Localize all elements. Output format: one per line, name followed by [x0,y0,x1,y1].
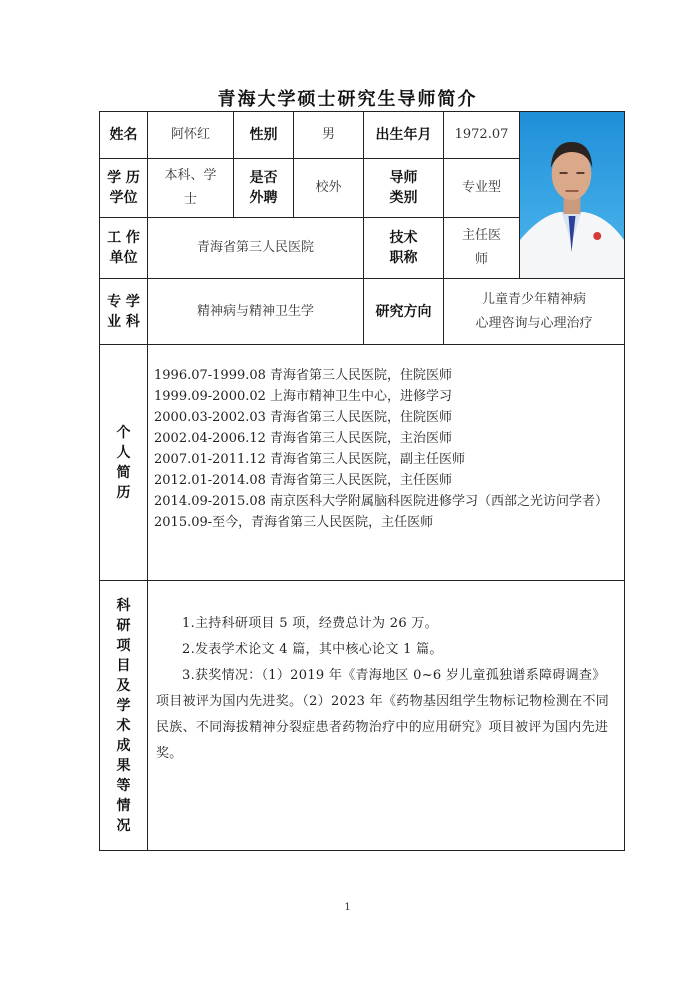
gender-value: 男 [294,112,364,159]
research-item: 2.发表学术论文 4 篇，其中核心论文 1 篇。 [182,642,443,657]
resume-line: 2012.01-2014.08 青海省第三人民医院，主任医师 [154,473,453,488]
research-direction-value: 儿童青少年精神病 心理咨询与心理治疗 [444,279,625,345]
research-label: 科 研 项 目 及 学 术 成 果 等 情 况 [100,581,148,851]
resume-line: 2014.09-2015.08 南京医科大学附属脑科医院进修学习（西部之光访问学者） [154,494,609,509]
name-label: 姓名 [100,112,148,159]
portrait-photo [520,112,624,278]
resume-line: 1999.09-2000.02 上海市精神卫生中心，进修学习 [154,389,453,404]
photo-cell [520,112,625,279]
birth-label: 出生年月 [364,112,444,159]
specialty-value: 精神病与精神卫生学 [148,279,364,345]
workplace-value: 青海省第三人民医院 [148,218,364,279]
resume-label: 个 人 简 历 [100,345,148,581]
supervisor-type-value: 专业型 [444,159,520,218]
resume-line: 2007.01-2011.12 青海省第三人民医院，副主任医师 [154,452,466,467]
education-value: 本科、学 士 [148,159,234,218]
research-content [148,581,625,851]
external-value: 校外 [294,159,364,218]
specialty-label: 专 学 业 科 [100,279,148,345]
title-rank-label: 技术 职称 [364,218,444,279]
page-number: 1 [344,902,351,913]
workplace-label: 工 作 单位 [100,218,148,279]
resume-line: 1996.07-1999.08 青海省第三人民医院，住院医师 [154,368,453,383]
resume-line: 2000.03-2002.03 青海省第三人民医院，住院医师 [154,410,453,425]
birth-value: 1972.07 [444,112,520,159]
resume-line: 2015.09-至今，青海省第三人民医院，主任医师 [154,515,434,530]
resume-content [148,345,625,581]
profile-table [99,111,625,851]
education-label: 学 历 学位 [100,159,148,218]
research-item: 3.获奖情况：（1）2019 年《青海地区 0~6 岁儿童孤独谱系障碍调查》项目被评为国内先进奖。（2）2023 年《药物基因组学生物标记物检测在不同民族、不同海拔精神分裂症患者药物治疗中的应用研究》项目被评为国内先进奖。 [156,668,610,761]
name-value: 阿怀红 [148,112,234,159]
research-direction-label: 研究方向 [364,279,444,345]
supervisor-type-label: 导师 类别 [364,159,444,218]
gender-label: 性别 [234,112,294,159]
resume-line: 2002.04-2006.12 青海省第三人民医院，主治医师 [154,431,453,446]
title-rank-value: 主任医 师 [444,218,520,279]
page-title: 青海大学硕士研究生导师简介 [217,89,478,110]
research-item: 1.主持科研项目 5 项，经费总计为 26 万。 [182,616,438,631]
external-label: 是否 外聘 [234,159,294,218]
